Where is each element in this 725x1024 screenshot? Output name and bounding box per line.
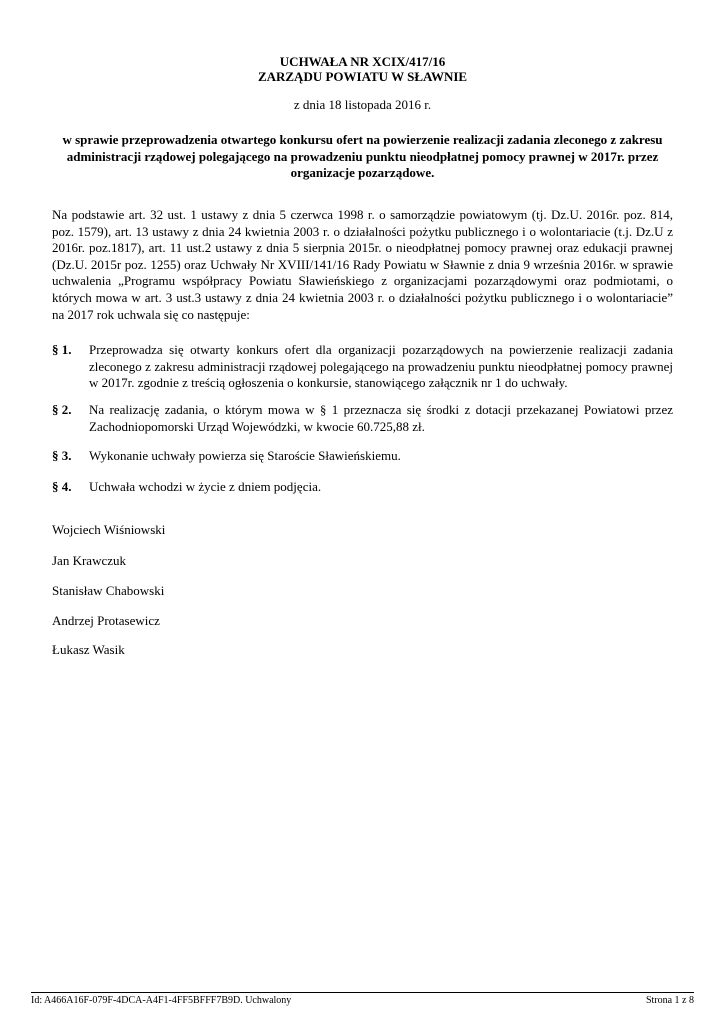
document-subject: w sprawie przeprowadzenia otwartego konkursu ofert na powierzenie realizacji zadania zleconego z zakresu administracji rządowej polegającego na prowadzeniu punktu nieodpłatnej pomocy prawnej w 2017r. przez organizacje pozarządowe. bbox=[62, 132, 663, 180]
document-title: UCHWAŁA NR XCIX/417/16 bbox=[279, 54, 446, 69]
signer-name: Wojciech Wiśniowski bbox=[52, 522, 166, 537]
paragraph-text: Przeprowadza się otwarty konkurs ofert dla organizacji pozarządowych na powierzenie realizacji zadania zleconego z zakresu administracji rządowej polegającego na prowadzeniu punktu nieodpłatnej pomocy prawnej w 2017r. zgodnie z treścią ogłoszenia o konkursie, stanowiącego załącznik nr 1 do uchwały. bbox=[89, 342, 673, 390]
footer-document-id: Id: A466A16F-079F-4DCA-A4F1-4FF5BFFF7B9D. Uchwalony bbox=[31, 995, 292, 1006]
signer-name: Stanisław Chabowski bbox=[52, 583, 165, 598]
paragraph-text: Na realizację zadania, o którym mowa w § 1 przeznacza się środki z dotacji przekazanej Powiatowi przez Zachodniopomorski Urząd Wojewódzki, w kwocie 60.725,88 zł. bbox=[89, 402, 673, 434]
paragraph-3 bbox=[52, 448, 673, 465]
paragraph-number: § 2. bbox=[52, 402, 72, 417]
paragraph-number: § 3. bbox=[52, 448, 72, 463]
paragraph-1 bbox=[52, 342, 673, 392]
paragraph-text: Uchwała wchodzi w życie z dniem podjęcia. bbox=[89, 479, 322, 494]
signer-name: Jan Krawczuk bbox=[52, 553, 126, 568]
paragraph-4 bbox=[52, 479, 673, 496]
signer-name: Łukasz Wasik bbox=[52, 642, 125, 657]
signer-name: Andrzej Protasewicz bbox=[52, 613, 160, 628]
legal-basis-preamble: Na podstawie art. 32 ust. 1 ustawy z dnia 5 czerwca 1998 r. o samorządzie powiatowym (tj. Dz.U. 2016r. poz. 814, poz. 1579), art. 13 ustawy z dnia 24 kwietnia 2003 r. o działalności pożytku publicznego i o wolontariacie (t.j. Dz.U z 2016r. poz.1817), art. 11 ust.2 ustawy z dnia 5 sierpnia 2015r. o nieodpłatnej pomocy prawnej oraz edukacji prawnej (Dz.U. 2015r poz. 1255) oraz Uchwały Nr XVIII/141/16 Rady Powiatu w Sławnie z dnia 9 września 2016r. w sprawie uchwalenia „Programu współpracy Powiatu Sławieńskiego z organizacjami pozarządowymi oraz podmiotami, o których mowa w art. 3 ust.3 ustawy z dnia 24 kwietnia 2003 r. o działalności pożytku publicznego i o wolontariacie” na 2017 rok uchwala się co następuje: bbox=[52, 207, 673, 322]
issuing-body: ZARZĄDU POWIATU W SŁAWNIE bbox=[257, 69, 468, 84]
paragraph-text: Wykonanie uchwały powierza się Staroście Sławieńskiemu. bbox=[89, 448, 401, 463]
document-date: z dnia 18 listopada 2016 r. bbox=[293, 97, 432, 112]
paragraph-number: § 1. bbox=[52, 342, 72, 357]
paragraph-2 bbox=[52, 402, 673, 435]
footer-divider bbox=[31, 992, 694, 993]
paragraph-number: § 4. bbox=[52, 479, 72, 494]
footer-page-number: Strona 1 z 8 bbox=[645, 995, 694, 1006]
